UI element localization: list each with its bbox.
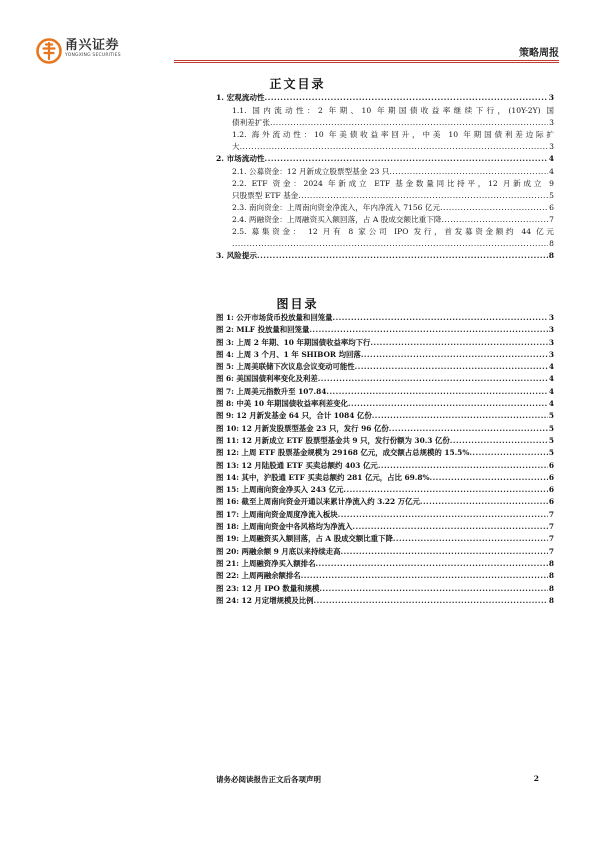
- toc-page-number: 7: [549, 215, 554, 224]
- figure-leader-dots: [319, 583, 547, 595]
- figure-page-number: 8: [548, 595, 554, 605]
- figure-page-number: 5: [548, 423, 554, 433]
- figure-page-number: 4: [548, 374, 554, 384]
- figure-leader-dots: [389, 423, 548, 435]
- figure-leader-dots: [341, 546, 548, 558]
- figure-page-number: 8: [548, 583, 554, 593]
- toc-leader-dots: [441, 214, 548, 226]
- figure-list-entry[interactable]: [216, 324, 554, 336]
- figure-leader-dots: [393, 533, 548, 545]
- figure-entry-text: 图 20: 两融余额 9 月底以来持续走高: [216, 546, 341, 556]
- figure-page-number: 4: [548, 386, 554, 396]
- toc-entry[interactable]: [216, 166, 554, 178]
- toc-entry[interactable]: [216, 250, 554, 262]
- figure-list-entry[interactable]: [216, 595, 554, 607]
- figure-leader-dots: [372, 410, 548, 422]
- figure-page-number: 6: [548, 485, 554, 495]
- toc-page-number: 3: [549, 118, 554, 127]
- toc-entry[interactable]: [216, 202, 554, 214]
- toc-page-number: 3: [548, 93, 554, 102]
- toc-leader-dots: [265, 153, 548, 165]
- toc-entry-text-line2: 只股票型 ETF 基金: [232, 191, 299, 200]
- figure-page-number: 7: [548, 509, 554, 519]
- figure-page-number: 4: [548, 362, 554, 372]
- figure-entry-text: 图 3: 上周 2 年期、10 年期国债收益率均下行: [216, 337, 371, 347]
- figure-list-entry[interactable]: [216, 484, 554, 496]
- figure-entry-text: 图 17: 上周南向资金周度净流入板块: [216, 509, 338, 519]
- figure-entry-text: 图 8: 中美 10 年期国债收益率利差变化: [216, 399, 348, 409]
- figure-list-entry[interactable]: [216, 472, 554, 484]
- figure-entry-text: 图 18: 上周南向资金中各风格均为净流入: [216, 522, 353, 532]
- toc-entry-text-line1: 2.5. 募集资金： 12 月有 8 家公司 IPO 发行，首发募资金额约 44 亿元: [232, 227, 554, 236]
- figure-list-title: 图目录: [276, 297, 319, 311]
- figure-leader-dots: [315, 558, 547, 570]
- toc-page-number: 8: [548, 251, 554, 260]
- toc-entry-text: 3. 风险提示: [216, 251, 257, 260]
- figure-leader-dots: [420, 496, 548, 508]
- figure-entry-text: 图 11: 12 月新成立 ETF 股票型基金共 9 只，发行份额为 30.3 亿份: [216, 435, 450, 445]
- toc-leader-dots: [257, 250, 548, 262]
- figure-leader-dots: [309, 324, 548, 336]
- toc-entry-line2: [232, 238, 554, 250]
- figure-page-number: 3: [548, 313, 554, 322]
- figure-leader-dots: [326, 386, 547, 398]
- report-type-label: 策略周报: [519, 48, 559, 59]
- figure-leader-dots: [348, 398, 548, 410]
- toc-entry[interactable]: [216, 226, 554, 250]
- toc-title: 正文目录: [269, 77, 326, 91]
- figure-leader-dots: [361, 349, 548, 361]
- figure-page-number: 3: [548, 325, 554, 335]
- footer-disclaimer: 请务必阅读报告正文后各项声明: [216, 775, 321, 784]
- figure-page-number: 5: [548, 411, 554, 421]
- toc-entry[interactable]: [216, 129, 554, 153]
- figure-entry-text: 图 12: 上周 ETF 股票基金规模为 29168 亿元，成交额占总规模的 15.5%: [216, 448, 470, 458]
- toc-leader-dots: [265, 92, 548, 104]
- page-number: 2: [533, 774, 539, 783]
- header-divider-secondary: [174, 62, 559, 63]
- figure-leader-dots: [338, 509, 548, 521]
- figure-page-number: 5: [548, 435, 554, 445]
- figure-list-entry[interactable]: [216, 460, 554, 472]
- figure-list-entry[interactable]: [216, 410, 554, 422]
- figure-leader-dots: [352, 521, 547, 533]
- figure-list-entry[interactable]: [216, 423, 554, 435]
- figure-entry-text: 图 16: 截至上周南向资金开通以来累计净流入约 3.22 万亿元: [216, 497, 420, 507]
- toc-leader-dots: [298, 190, 548, 202]
- logo-name-cn: 甬兴证券: [65, 38, 120, 53]
- figure-page-number: 6: [548, 497, 554, 507]
- figure-list-entry[interactable]: [216, 558, 554, 570]
- figure-list-entry[interactable]: [216, 337, 554, 349]
- toc-entry[interactable]: [216, 214, 554, 226]
- toc-entry-line2: [232, 190, 554, 202]
- toc-entry-text-line2: 大: [232, 142, 240, 151]
- toc-entry-text: 2.4. 两融资金：上周融资买入额回落，占 A 股成交额比重下降: [232, 215, 442, 224]
- figure-page-number: 7: [548, 534, 554, 544]
- figure-list-entry[interactable]: [216, 386, 554, 398]
- figure-list: [216, 312, 554, 607]
- figure-entry-text: 图 6: 美国国债利率变化及利差: [216, 374, 318, 384]
- figure-page-number: 4: [548, 399, 554, 409]
- figure-leader-dots: [314, 595, 548, 607]
- toc-page-number: 6: [549, 203, 554, 212]
- figure-entry-text: 图 14: 其中，沪股通 ETF 买卖总额约 281 亿元，占比 69.8%: [216, 472, 430, 482]
- figure-page-number: 6: [548, 472, 554, 482]
- toc-leader-dots: [270, 117, 548, 129]
- figure-leader-dots: [430, 472, 548, 484]
- page-header: [36, 38, 559, 66]
- figure-list-entry[interactable]: [216, 521, 554, 533]
- toc-entry-text: 2. 市场流动性: [216, 154, 265, 163]
- figure-entry-text: 图 24: 12 月定增规模及比例: [216, 595, 314, 605]
- figure-entry-text: 图 1: 公开市场货币投放量和回笼量: [216, 313, 333, 322]
- table-of-contents: [216, 92, 554, 263]
- figure-page-number: 5: [548, 448, 554, 458]
- toc-entry-text-line1: 1.2. 海外流动性：10 年美债收益率回升，中美 10 年期国债利差边际扩: [232, 130, 554, 139]
- logo-mark-icon: [36, 38, 62, 64]
- toc-page-number: 8: [549, 239, 554, 248]
- figure-leader-dots: [469, 447, 547, 459]
- toc-entry-line2: [232, 117, 554, 129]
- toc-leader-dots: [240, 141, 549, 153]
- toc-page-number: 5: [549, 191, 554, 200]
- figure-entry-text: 图 22: 上周两融余额排名: [216, 571, 301, 581]
- figure-entry-text: 图 7: 上周美元指数升至 107.84: [216, 386, 327, 396]
- toc-entry-text: 2.3. 南向资金：上周南向资金净流入，年内净流入 7156 亿元: [232, 203, 441, 212]
- figure-list-entry[interactable]: [216, 496, 554, 508]
- toc-page-number: 4: [549, 167, 554, 176]
- figure-leader-dots: [318, 373, 548, 385]
- toc-entry-text-line2: 债利差扩张: [232, 118, 270, 127]
- figure-list-entry[interactable]: [216, 349, 554, 361]
- toc-leader-dots: [389, 166, 548, 178]
- figure-leader-dots: [355, 361, 548, 373]
- figure-page-number: 7: [548, 522, 554, 532]
- figure-entry-text: 图 23: 12 月 IPO 数量和规模: [216, 583, 320, 593]
- figure-page-number: 3: [548, 337, 554, 347]
- figure-entry-text: 图 19: 上周融资买入额回落，占 A 股成交额比重下降: [216, 534, 393, 544]
- toc-leader-dots: [232, 238, 548, 250]
- company-logo: [36, 38, 121, 66]
- figure-list-entry[interactable]: [216, 435, 554, 447]
- toc-entry[interactable]: [216, 105, 554, 129]
- figure-list-entry[interactable]: [216, 373, 554, 385]
- figure-entry-text: 图 13: 12 月陆股通 ETF 买卖总额约 403 亿元: [216, 460, 378, 470]
- figure-entry-text: 图 10: 12 月新发股票型基金 23 只，发行 96 亿份: [216, 423, 389, 433]
- header-divider: [174, 60, 559, 61]
- figure-page-number: 6: [548, 460, 554, 470]
- figure-leader-dots: [378, 460, 548, 472]
- figure-entry-text: 图 5: 上周美联储下次议息会议变动可能性: [216, 362, 355, 372]
- figure-leader-dots: [301, 570, 548, 582]
- figure-entry-text: 图 9: 12 月新发基金 64 只，合计 1084 亿份: [216, 411, 372, 421]
- toc-entry-text: 2.1. 公募资金：12 月新成立股票型基金 23 只: [232, 167, 390, 176]
- page-footer: [216, 774, 539, 785]
- toc-entry-text-line1: 2.2. ETF 资金：2024 年新成立 ETF 基金数量同比持平，12 月新成立 9: [232, 179, 554, 188]
- logo-name-en: YONGXING SECURITIES: [65, 53, 121, 58]
- figure-list-entry[interactable]: [216, 533, 554, 545]
- figure-list-entry[interactable]: [216, 583, 554, 595]
- figure-leader-dots: [333, 312, 548, 324]
- figure-page-number: 3: [548, 349, 554, 359]
- figure-list-entry[interactable]: [216, 312, 554, 324]
- toc-leader-dots: [440, 202, 548, 214]
- figure-list-entry[interactable]: [216, 546, 554, 558]
- toc-entry[interactable]: [216, 153, 554, 165]
- figure-page-number: 8: [548, 558, 554, 568]
- figure-leader-dots: [370, 337, 547, 349]
- toc-entry-text: 1. 宏观流动性: [216, 93, 265, 102]
- toc-entry-text-line1: 1.1. 国内流动性：2 年期、10 年期国债收益率继续下行，(10Y-2Y) 国: [232, 106, 554, 115]
- figure-list-entry[interactable]: [216, 570, 554, 582]
- toc-page-number: 4: [548, 154, 554, 163]
- toc-entry[interactable]: [216, 92, 554, 104]
- figure-list-entry[interactable]: [216, 361, 554, 373]
- figure-list-entry[interactable]: [216, 398, 554, 410]
- figure-entry-text: 图 2: MLF 投放量和回笼量: [216, 325, 310, 335]
- toc-page-number: 3: [549, 142, 554, 151]
- figure-leader-dots: [343, 484, 547, 496]
- figure-page-number: 7: [548, 546, 554, 556]
- figure-page-number: 8: [548, 571, 554, 581]
- toc-entry[interactable]: [216, 178, 554, 202]
- figure-list-entry[interactable]: [216, 509, 554, 521]
- toc-entry-line2: [232, 141, 554, 153]
- figure-entry-text: 图 4: 上周 3 个月、1 年 SHIBOR 均回落: [216, 349, 361, 359]
- figure-list-entry[interactable]: [216, 447, 554, 459]
- figure-entry-text: 图 21: 上周融资净买入额排名: [216, 558, 316, 568]
- figure-leader-dots: [450, 435, 548, 447]
- figure-entry-text: 图 15: 上周南向资金净买入 243 亿元: [216, 485, 344, 495]
